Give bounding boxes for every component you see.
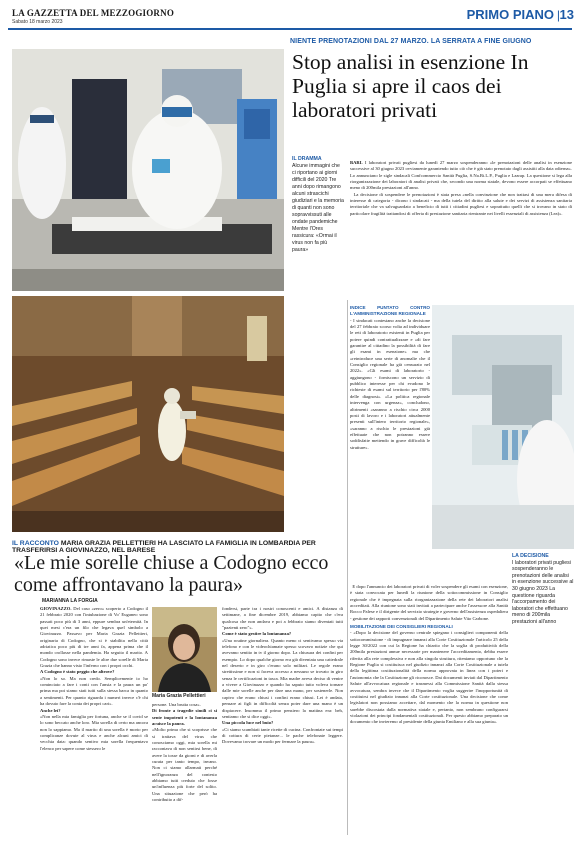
byline: MARIANNA LA FORGIA bbox=[42, 598, 98, 604]
caption-text: I laboratori privati pugliesi sospenderanno le prenotazioni delle analisi in esenzione successive al 30 giugno 2023 La questione riguarda l'accorpamento dei laboratori che effettuano meno di 200mila prestazioni all'anno bbox=[512, 559, 574, 625]
story-column-2 bbox=[152, 702, 217, 804]
interview-question: A Codogno è stato peggio che altrove? bbox=[40, 669, 115, 675]
photo-caption-drama bbox=[292, 156, 344, 254]
page-separator: | bbox=[556, 8, 560, 22]
interview-question: Una piccola luce nel buio? bbox=[222, 720, 274, 726]
portrait-photo bbox=[152, 607, 217, 692]
header-rule bbox=[8, 28, 572, 30]
hospital-ppe-photo bbox=[12, 49, 284, 291]
issue-date: Sabato 18 marzo 2023 bbox=[12, 19, 63, 25]
church-coffins-photo bbox=[12, 296, 284, 532]
newspaper-masthead: LA GAZZETTA DEL MEZZOGIORNO bbox=[12, 8, 175, 18]
story-headline: «Le mie sorelle chiuse a Codogno ecco come affrontavano la paura» bbox=[14, 552, 329, 596]
article-paragraph: I laboratori privati pugliesi da lunedì 27 marzo sospenderanno «le prenotazioni delle analisi in esenzione successive al 30 giugno 2023 ovviamente garantendo tutto ciò che è già stato prenotato dagli assistiti alla data odierna». Lo annunciano le sigle sindacali Confcommercio Sanità Puglia, S.Na.Bi.L.P., Puglia e Lazrap. La questione si lega alla riorganizzazione dei laboratori di analisi privati che, secondo una norma statale, devono essere accorpati se effettuano meno di 200mila prestazioni all'anno. bbox=[350, 160, 572, 191]
laboratory-photo bbox=[432, 305, 574, 549]
interview-answer: «Non lo so. Ma non credo. Semplicemente io ho cominciato a fare i conti con l'ansia e la paura un po' prima ma poi siamo stati tutti sulla stessa barca in quanto a sentimenti. Per quanto riguarda i numeri invece c'è chi ha dovuto fare la conta dei propri cari». bbox=[40, 675, 148, 707]
dateline: BARI. bbox=[350, 160, 363, 165]
interview-answer: «Non nella mia famiglia per fortuna, anche se il covid se lo sono beccato anche loro. Mia sorella di certo ma ancora non lo sappiamo. Ma il marito di una sorella è morto per complicanze dovute al virus e anche alcuni amici di vecchia data: quando sentivo mia sorella frequentavo l'elenco per sapere come stessero le bbox=[40, 713, 148, 751]
subheading: INDICE PUNTATO CONTRO L'AMMINISTRAZIONE REGIONALE bbox=[350, 305, 430, 317]
article-column-region bbox=[350, 303, 430, 451]
article-column-council bbox=[350, 584, 508, 726]
section-title: PRIMO PIANO bbox=[466, 7, 554, 22]
caption-text: Alcune immagini che ci riportano ai giorni difficili del 2020 Tre anni dopo rimangono alcuni strascichi giudiziari e la memoria di quanti non sono sopravvissuti alle ondate pandemiche Mentre l'Ores rassicura: «Ormai il virus non fa più paura» bbox=[292, 163, 344, 253]
interview-question: Di fronte a tragedie simili ci si sente impotenti e la lontananza acuisce la paura. bbox=[152, 708, 217, 727]
article-column-intro bbox=[350, 160, 572, 217]
article-kicker: NIENTE PRENOTAZIONI DAL 27 MARZO. LA SERRATA A FINE GIUGNO bbox=[290, 38, 532, 45]
subheading: MOBILITAZIONE DEI CONSIGLIERI REGIONALI bbox=[350, 624, 453, 630]
page-number: 13 bbox=[559, 7, 574, 22]
story-column-1 bbox=[40, 606, 148, 752]
article-paragraph: La decisione di sospendere le prenotazioni è stata presa «nella convinzione che non trattasi di una mera difesa di interesse di categoria - dicono i sindacati - ma della tutela del diritto alla salute e dei servizi di assistenza sanitaria territoriale che va salvaguardato a beneficio di tutti i cittadini pugliesi e soprattutto quelli che si trovano in stato di particolare fragilità trattandosi di offerta di prestazione sanitaria rientrante nei livelli essenziali di assistenza (Lea)». bbox=[350, 191, 573, 216]
kicker-label: IL RACCONTO bbox=[12, 540, 59, 547]
story-column-3 bbox=[222, 606, 343, 746]
photo-caption-decision bbox=[512, 553, 574, 626]
interview-answer: «Molto prima che si scoprisse che si trattava del virus che conosciamo oggi, mia sorella mi raccontava di non sentirsi bene, di avere la tosse da giorni e di averla curata per tanto tempo, invano. Non ci siamo allarmati perché nell'ignoranza del contesto abbiamo tutti creduto che fosse un'influenza più forte del solito. Una situazione che però ha contribuito a dif- bbox=[152, 727, 217, 803]
interview-answer: «Ci siamo scambiati tante ricette di cucina. Confrontate sui tempi di cottura di certe pietanze... le pache telefonate leggere. Dovevamo trovare un modo per fermare la paura». bbox=[222, 726, 343, 745]
story-paragraph: Del caso «zero» scoperto a Codogno il 21 febbraio 2020 con l'intubazione di Vo' Euganeo sono passati poco più di 3 anni, eppure sembra un'eternità. In quei mesi c'era un filo che legava quel simbolo a Giovinazzo. Passavo per Maria Grazia Pellettieri, originaria di Codogno, che si è stabilita nella città adriatica poco più di tre anni fa, appena prima che il mondo crollasse nella pandemia. Ha seguito il marito. A Codogno sono invece rimaste le altre due sorelle di Maria Grazia che hanno visto l'inferno con i propri occhi. bbox=[40, 606, 148, 669]
article-paragraph: - «Dopo la decisione del governo centrale spiegano i consiglieri componenti della sottocommissione - di impugnare innanzi alla Corte Costituzionale l'articolo 25 della legge 30/2022 con cui la Regione ha chiarito che la soglia di produttività della 200mila prestazioni annue necessarie per mantenere l'accreditamento, debba essere riferita alla rete complessiva e non alla singola struttura, riteniamo opportuno che la Regione Puglia si costituisca nel giudizio innanzi alla Corte Costituzionale a tutela della legittima costituzionalità della norma approvata in linea con i poteri e l'autonomia che la Costituzione gli riconosce. Dai documenti inviati dal Dipartimento Salute all'avvocatura regionale e trasmessi alla Commissione Sanità dalla stessa avvocatura, sembra invece che il Dipartimento voglia suggerire l'inopportunità di costituirsi nel giudizio innanzi alla Corte costituzionale. Una decisione che come legislatori non possiamo accettare, dal momento che la norma in questione non sarebbe discostata dalla normativa statale e, pertanto, non sembrano configurarsi violazioni dei principi fondamentali costituzionali. Per questo abbiamo preparato un documento che invieremo al presidente della giunta Emiliano e alla sua giunta». bbox=[350, 630, 508, 725]
article-headline: Stop analisi in esenzione In Puglia si apre il caos dei laboratori privati bbox=[292, 50, 529, 122]
interview-question: Come è stato gestire la lontananza? bbox=[222, 631, 292, 637]
interview-question: Anche lei? bbox=[40, 707, 61, 713]
caption-label: IL DRAMMA bbox=[292, 156, 322, 162]
article-paragraph: E dopo l'annuncio dei laboratori privati di voler sospendere gli esami con esenzione, è stata convocata per lunedì la riunione della sottocommissione in Consiglio regionale che è impegnata sulla riorganizzazione della rete dei laboratori analisi accreditati. Alla riunione sono stati invitati a partecipare anche l'assessore alla Sanità Rocco Palese e il dirigente del servizio strategie e governo dell'assistenza ospedaliera - gestione dei rapporti convenzionali del Dipartimento Salute Vito Carbone. bbox=[350, 584, 508, 621]
column-divider bbox=[347, 300, 348, 835]
caption-label: LA DECISIONE bbox=[512, 553, 549, 559]
article-paragraph: - I sindacati contestano anche la decisione del 27 febbraio scorso volta ad individuare le reti di laboratorio esistenti in Puglia per potere quindi contrattualizzare e «di fare garantire al cittadino la possibilità di fare gli esami in esenzione» ma che «reintroduce una serie di anomalie che il Consiglio regionale ha già censurato nel 2022». «Gli esami di laboratorio - aggiungono - forniscono un servizio di pubblico interesse per chi evadono le richieste di esami sul territorio per l'80% delle diagnosi». «La politica regionale intervenga con urgenza», concludono, altrimenti «saranno a rischio circa 2000 posti di lavoro e i laboratori attualmente presenti sull'intero territorio regionale», «saranno a rischio le prestazioni già effettuate che non potranno essere soddisfatte mettendo in grave difficoltà le strutture». bbox=[350, 317, 430, 450]
dateline: GIOVINAZZO. bbox=[40, 606, 72, 611]
portrait-caption: Maria Grazia Pellettieri bbox=[152, 693, 206, 699]
interview-answer: «Una routine giornaliera. Quanto meno ci sentivamo spesso via telefono e con le videochiamate spesso scovavo notizie che qui avevamo sentito in tv il giorno dopo. La chiusura dei confini per esempio. Lo dopo qualche giorno era già diventata una cattedrale nel deserto e in giro c'erano solo militari. Le regole erano strettissime e non si faceva accesso a nessuno se trovato in giro senza le certificazioni in tasca. Mia madre aveva deciso di venire a vivere a Giovinazzo e quando ha saputo tutto voleva tornare dalle mie sorelle anche per dare una mano, per sostenerle. Non capivo che erano chiusi i confini erano chiusi. Lei è andata, pensare ai figli in difficoltà senza poter dare una mano è un dispiacere. Insomma il primo pensiero la mattina era: beh, sentiamo che si dice oggi». bbox=[222, 637, 343, 719]
story-paragraph: persone. Una brutta cosa». bbox=[152, 702, 201, 707]
kicker-text: MARIA GRAZIA PELLETTIERI HA LASCIATO LA FAMIGLIA IN LOMBARDIA PER TRASFERIRSI A GIOVINAZZO, NEL BARESE bbox=[12, 540, 316, 554]
story-paragraph: fondersi, parte tra i nostri conoscenti e amici. A distanza di settimane, a fine dicembre 2019, abbiamo capito che c'era qualcosa che non andava e poi a febbraio siamo diventati tutti "pazienti zero"». bbox=[222, 606, 343, 631]
